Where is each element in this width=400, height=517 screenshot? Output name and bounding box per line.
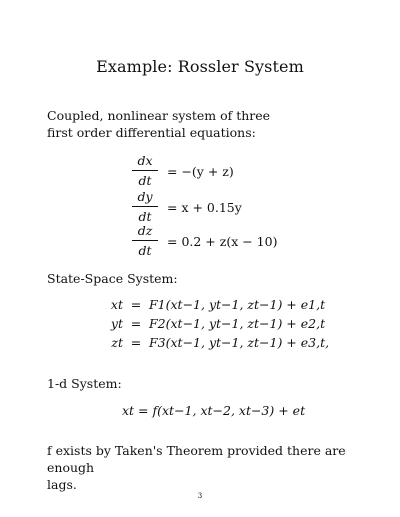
takens-text [47,442,377,493]
equation-lhs: yt [110,316,123,331]
equation-rhs: F2(xt−1, yt−1, zt−1) + e2,t [149,316,326,331]
slide-title: Example: Rossler System [96,57,304,76]
fraction-bar [132,170,158,171]
equation-lhs: xt [110,297,123,312]
equals-sign: = [130,316,142,331]
ode-dx-fraction [132,152,158,189]
fraction-numerator: dz [137,223,153,238]
state-space-heading: State-Space System: [47,271,178,286]
fraction-numerator: dy [137,189,153,204]
ode-dz-rhs: = 0.2 + z(x − 10) [167,234,278,249]
intro-text [47,107,367,141]
state-space-row [97,316,357,334]
takens-line-1: f exists by Taken's Theorem provided there are enough [47,443,346,475]
ode-dy-rhs: = x + 0.15y [167,200,242,215]
fraction-bar [132,206,158,207]
state-space-row [97,297,357,315]
fraction-denominator: dt [138,209,152,224]
intro-line-2: first order differential equations: [47,125,256,140]
takens-line-2: lags. [47,477,77,492]
page-number: 3 [197,492,203,500]
equation-rhs: F1(xt−1, yt−1, zt−1) + e1,t [149,297,326,312]
equation-rhs: F3(xt−1, yt−1, zt−1) + e3,t, [149,335,330,350]
fraction-bar [132,240,158,241]
state-space-row [97,335,357,353]
ode-dy-fraction [132,188,158,225]
equals-sign: = [130,335,142,350]
ode-dz-fraction [132,222,158,259]
one-d-heading: 1-d System: [47,376,122,391]
fraction-numerator: dx [137,153,153,168]
equals-sign: = [130,297,142,312]
intro-line-1: Coupled, nonlinear system of three [47,108,271,123]
fraction-denominator: dt [138,243,152,258]
ode-dx-rhs: = −(y + z) [167,164,234,179]
fraction-denominator: dt [138,173,152,188]
equation-lhs: zt [111,335,123,350]
one-d-equation: xt = f(xt−1, xt−2, xt−3) + et [122,403,306,418]
